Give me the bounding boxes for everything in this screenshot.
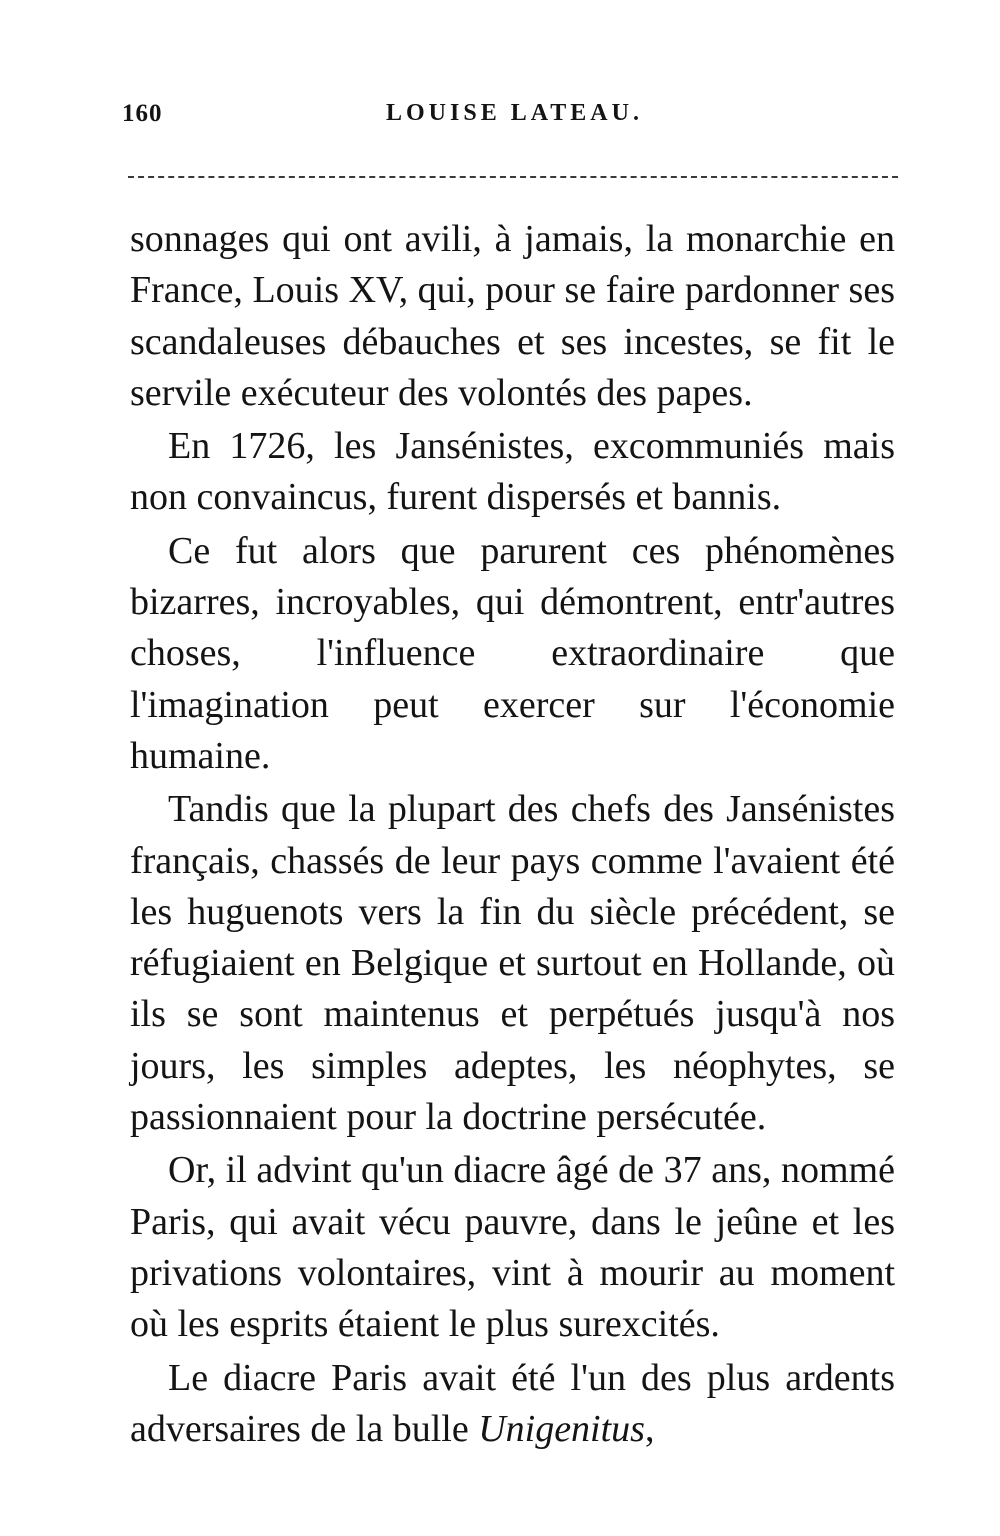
page-number: 160 — [122, 100, 163, 127]
paragraph-6 — [130, 1353, 895, 1456]
paragraph-6-text: Le diacre Paris avait été l'un des plus ardents adversaires de la bulle — [130, 1356, 895, 1450]
paragraph-6-tail: , — [644, 1407, 655, 1450]
paragraph-5: Or, il advint qu'un diacre âgé de 37 ans, nommé Paris, qui avait vécu pauvre, dans le jeûne et les privations volontaires, vint à mourir au moment où les esprits étaient le plus surexcités. — [130, 1149, 895, 1346]
page-header — [122, 100, 892, 140]
body-text — [130, 214, 895, 1455]
bull-title-italic: Unigenitus — [478, 1407, 645, 1450]
running-title: LOUISE LATEAU. — [386, 100, 643, 126]
header-rule — [128, 176, 898, 178]
paragraph-3: Ce fut alors que parurent ces phénomènes bizarres, incroyables, qui démontrent, entr'autres choses, l'influence extraordinaire que l'imagination peut exercer sur l'économie humaine. — [130, 529, 895, 777]
paragraph-1: sonnages qui ont avili, à jamais, la monarchie en France, Louis XV, qui, pour se faire pardonner ses scandaleuses débauches et ses incestes, se fit le servile exécuteur des volontés des papes. — [130, 218, 895, 414]
paragraph-4: Tandis que la plupart des chefs des Jansénistes français, chassés de leur pays comme l'avaient été les huguenots vers la fin du siècle précédent, se réfugiaient en Belgique et surtout en Hollande, où ils se sont maintenus et perpétués jusqu'à nos jours, les simples adeptes, les néophytes, se passionnaient pour la doctrine persécutée. — [130, 788, 895, 1139]
paragraph-2: En 1726, les Jansénistes, excommuniés mais non convaincus, furent dispersés et bannis. — [130, 425, 895, 519]
